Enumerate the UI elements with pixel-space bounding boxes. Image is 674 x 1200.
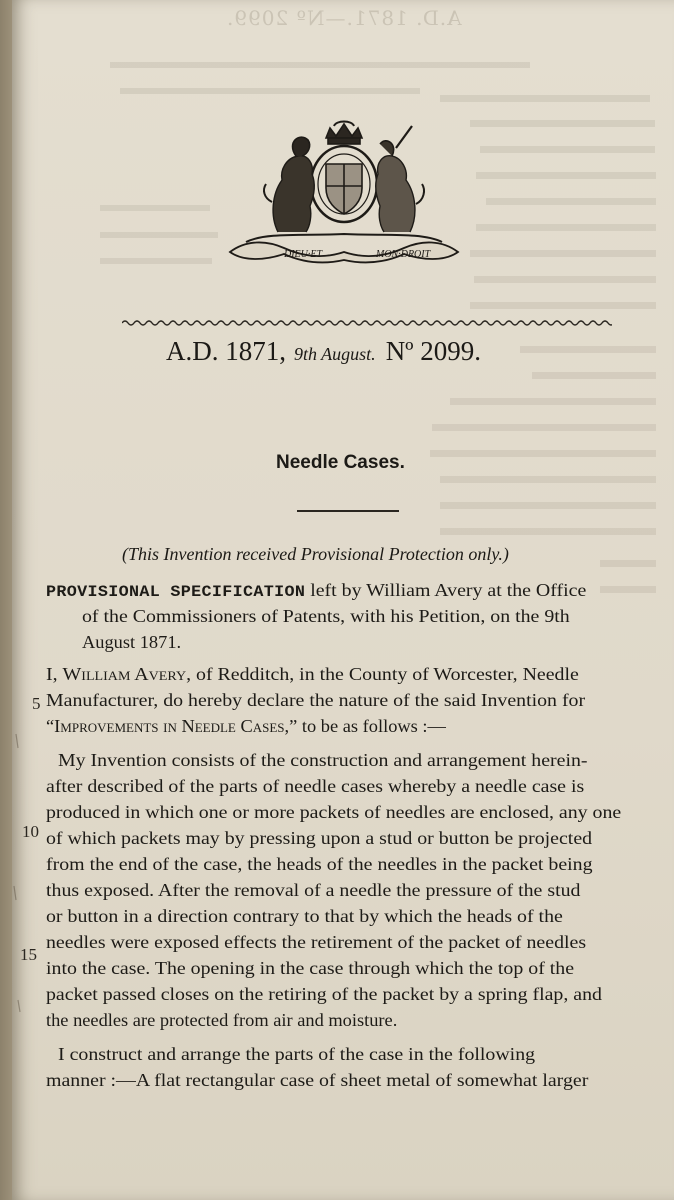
provisional-note: (This Invention received Provisional Protection only.) [122, 544, 509, 564]
specification-line [46, 664, 579, 685]
line-lead: “ [46, 716, 55, 736]
specification-line [46, 880, 580, 901]
margin-line-number: 10 [22, 822, 39, 841]
specification-line [46, 1070, 588, 1091]
small-caps-name: William Avery [62, 664, 187, 684]
motto-left-text: DIEU·ET [284, 249, 323, 260]
specification-line [46, 776, 584, 797]
margin-line-number: 15 [20, 945, 37, 964]
line-text: left by William Avery at the Office [305, 580, 587, 600]
specification-line [46, 906, 563, 927]
line-text: thus exposed. After the removal of a needle the pressure of the stud [46, 880, 581, 900]
document-title: Needle Cases. [276, 452, 405, 473]
specification-line [46, 828, 592, 849]
line-text: or button in a direction contrary to that by which the heads of the [46, 906, 563, 926]
wavy-divider [122, 318, 612, 328]
specification-line [46, 932, 586, 953]
line-text: of the Commissioners of Patents, with his Petition, on the 9th [82, 606, 570, 626]
line-text: after described of the parts of needle cases whereby a needle case is [46, 776, 585, 796]
line-text: packet passed closes on the retiring of the packet by a spring flap, and [46, 984, 602, 1004]
heading-patent-number: Nº 2099. [385, 336, 482, 366]
running-head-showthrough: A.D. 1871.—Nº 2099. [226, 6, 462, 30]
line-text: the needles are protected from air and moisture. [46, 1010, 398, 1030]
specification-line [46, 802, 621, 823]
motto-right-text: MON·DROIT [376, 249, 431, 260]
specification-line [82, 632, 181, 653]
line-text: August 1871. [82, 632, 182, 652]
line-text: of which packets may by pressing upon a stud or button be projected [46, 828, 593, 848]
line-text: needles were exposed effects the retirement of the packet of needles [46, 932, 587, 952]
specification-heading-label: PROVISIONAL SPECIFICATION [46, 583, 306, 601]
specification-line [46, 1010, 397, 1031]
specification-line [46, 716, 446, 737]
line-text: , of Redditch, in the County of Worcester, Needle [186, 664, 579, 684]
specification-line [46, 958, 574, 979]
specification-line [58, 1044, 535, 1065]
line-text: ,” to be as follows :— [284, 716, 446, 736]
line-text: into the case. The opening in the case through which the top of the [46, 958, 575, 978]
small-caps-name: Improvements in Needle Cases [54, 716, 285, 736]
line-text: I construct and arrange the parts of the case in the following [58, 1044, 536, 1064]
line-text: manner :—A flat rectangular case of sheet metal of somewhat larger [46, 1070, 589, 1090]
specification-line [46, 580, 586, 601]
patent-heading [166, 336, 481, 367]
heading-year: A.D. 1871, [166, 336, 286, 366]
margin-line-number: 5 [32, 694, 41, 713]
line-text: My Invention consists of the construction and arrangement herein- [58, 750, 588, 770]
specification-line [82, 606, 570, 627]
specification-line [46, 854, 593, 875]
line-lead: I, [46, 664, 63, 684]
title-divider [297, 510, 399, 512]
heading-date: 9th August. [294, 344, 376, 364]
line-text: Manufacturer, do hereby declare the nature of the said Invention for [46, 690, 586, 710]
line-text: from the end of the case, the heads of the needles in the packet being [46, 854, 593, 874]
specification-line [46, 984, 602, 1005]
specification-line [46, 690, 585, 711]
specification-line [58, 750, 588, 771]
royal-arms-crest-icon [226, 120, 462, 268]
line-text: produced in which one or more packets of needles are enclosed, any one [46, 802, 622, 822]
